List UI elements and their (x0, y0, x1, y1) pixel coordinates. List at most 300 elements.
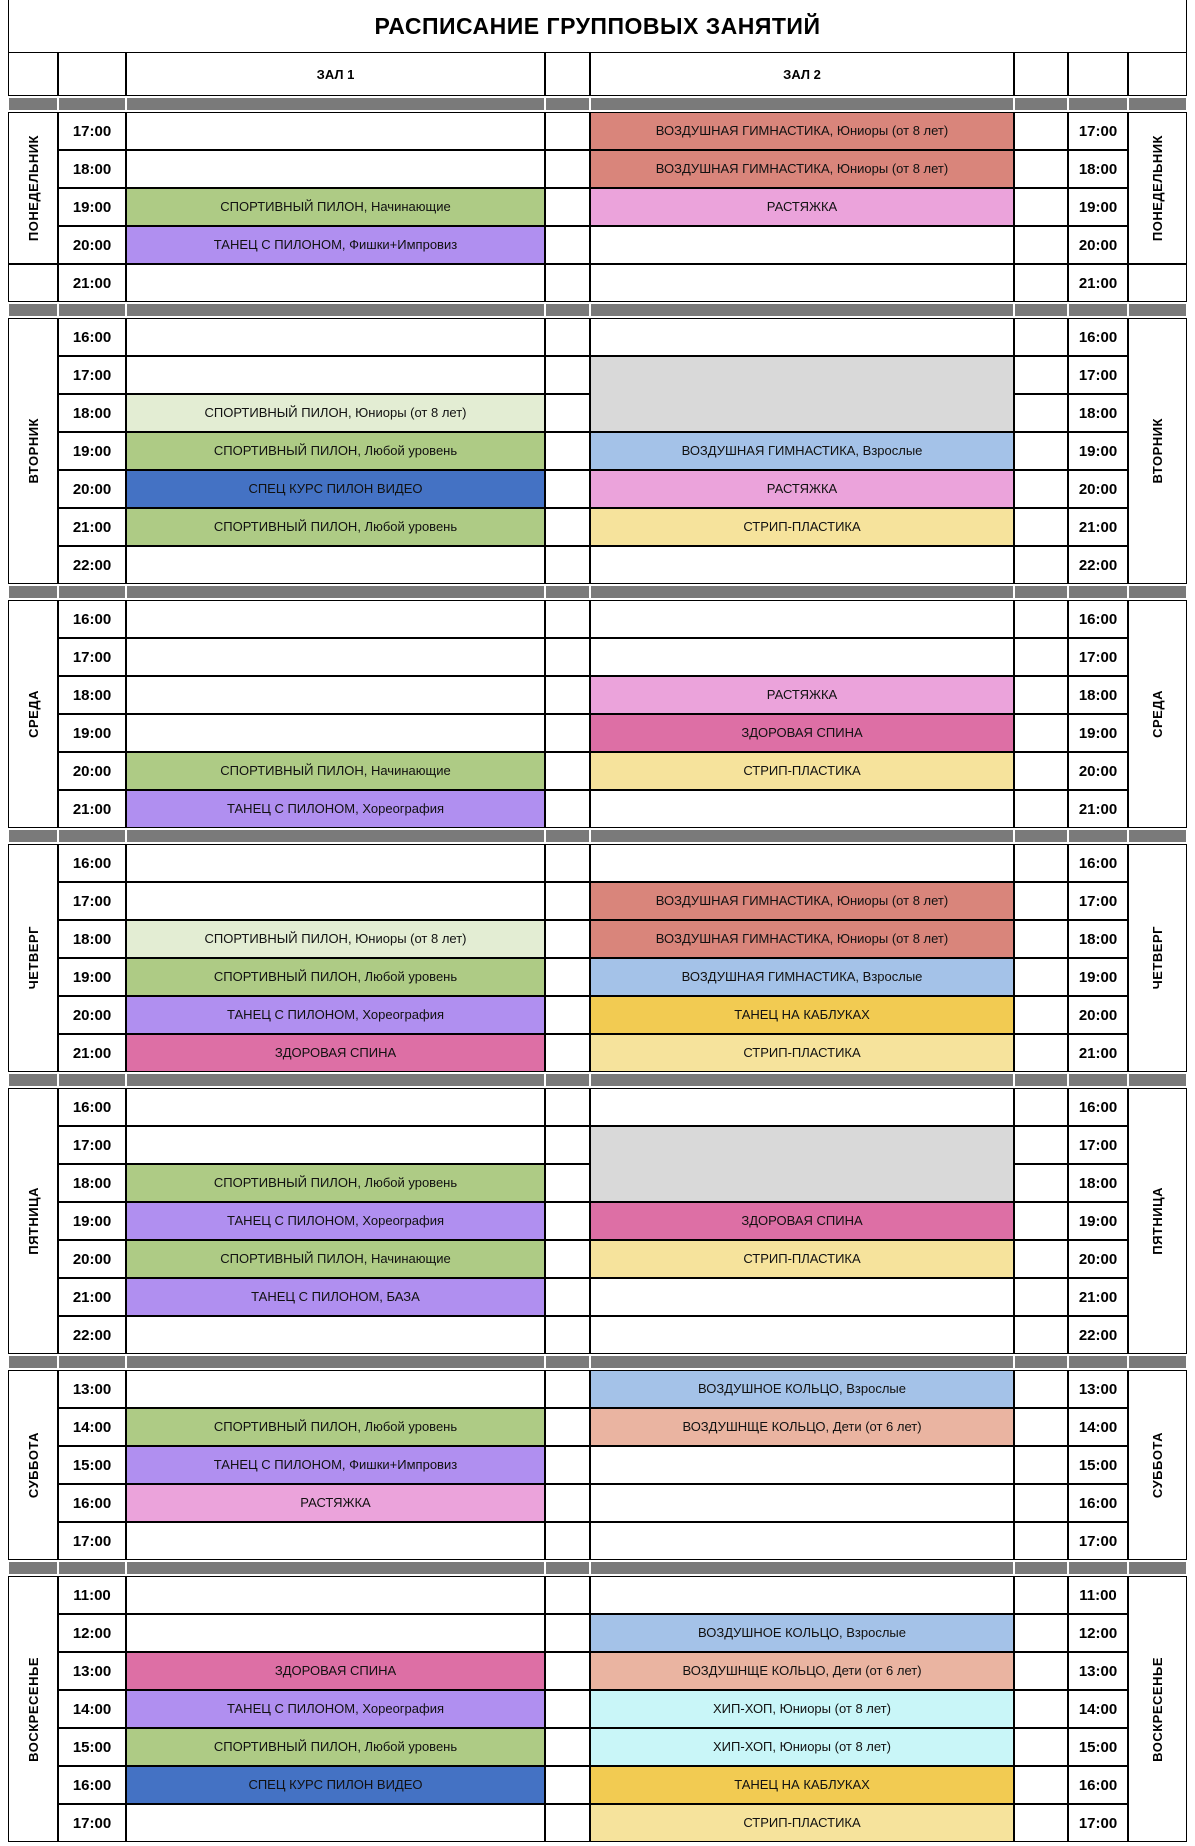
hall1-class-cell: ЗДОРОВАЯ СПИНА (126, 1652, 545, 1690)
header-time-right-cell (1068, 52, 1128, 96)
day-label-text: СРЕДА (1150, 690, 1165, 738)
hall2-class-cell: ВОЗДУШНАЯ ГИМНАСТИКА, Юниоры (от 8 лет) (590, 920, 1014, 958)
time-cell-left: 17:00 (58, 112, 126, 150)
hall2-class-cell: ЗДОРОВАЯ СПИНА (590, 1202, 1014, 1240)
time-cell-right: 16:00 (1068, 1088, 1128, 1126)
time-cell-left: 16:00 (58, 844, 126, 882)
section-divider-cell (126, 1072, 545, 1088)
gap-cell (545, 1202, 590, 1240)
hall2-class-cell: ВОЗДУШНОЕ КОЛЬЦО, Взрослые (590, 1614, 1014, 1652)
day-label (1128, 844, 1187, 1072)
section-divider-cell (545, 1072, 590, 1088)
hall1-class-cell: ТАНЕЦ С ПИЛОНОМ, Хореография (126, 1690, 545, 1728)
section-divider-cell (8, 1072, 58, 1088)
section-divider-cell (1014, 96, 1068, 112)
gap-cell (545, 1316, 590, 1354)
hall1-empty-cell (126, 150, 545, 188)
day-label-text: ПОНЕДЕЛЬНИК (25, 134, 41, 242)
gap-cell (545, 882, 590, 920)
hall2-class-cell: ТАНЕЦ НА КАБЛУКАХ (590, 1766, 1014, 1804)
time-cell-right: 16:00 (1068, 1484, 1128, 1522)
gap-cell (545, 1766, 590, 1804)
time-cell-left: 21:00 (58, 1278, 126, 1316)
hall2-empty-cell (590, 600, 1014, 638)
gap-cell (1014, 150, 1068, 188)
day-label (1128, 600, 1187, 828)
gap-cell (1014, 1652, 1068, 1690)
gap-cell (545, 1088, 590, 1126)
time-cell-left: 18:00 (58, 150, 126, 188)
hall1-class-cell: СПОРТИВНЫЙ ПИЛОН, Любой уровень (126, 432, 545, 470)
gap-cell (1014, 264, 1068, 302)
time-cell-right: 21:00 (1068, 1034, 1128, 1072)
section-divider-cell (8, 1354, 58, 1370)
gap-cell (1014, 790, 1068, 828)
day-label (1128, 1576, 1187, 1842)
section-divider-cell (1128, 96, 1187, 112)
section-divider-cell (58, 1560, 126, 1576)
hall2-empty-cell (590, 1088, 1014, 1126)
hall1-empty-cell (126, 714, 545, 752)
day-label-text: ВОСКРЕСЕНЬЕ (25, 1656, 41, 1762)
hall1-class-cell: ЗДОРОВАЯ СПИНА (126, 1034, 545, 1072)
gap-cell (545, 920, 590, 958)
gap-cell (1014, 1728, 1068, 1766)
gap-cell (1014, 546, 1068, 584)
hall1-class-cell: СПОРТИВНЫЙ ПИЛОН, Юниоры (от 8 лет) (126, 394, 545, 432)
time-cell-left: 15:00 (58, 1446, 126, 1484)
gap-cell (1014, 226, 1068, 264)
gap-cell (545, 150, 590, 188)
time-cell-right: 18:00 (1068, 1164, 1128, 1202)
hall2-class-cell: РАСТЯЖКА (590, 188, 1014, 226)
hall1-empty-cell (126, 844, 545, 882)
day-label-text: ВТОРНИК (25, 418, 41, 484)
day-label-text: СУББОТА (25, 1431, 41, 1499)
time-cell-right: 17:00 (1068, 356, 1128, 394)
time-cell-left: 20:00 (58, 470, 126, 508)
section-divider-cell (1014, 1072, 1068, 1088)
header-day-left-cell (8, 52, 58, 96)
section-divider-cell (545, 1560, 590, 1576)
section-divider-cell (590, 1560, 1014, 1576)
day-label-text: ПЯТНИЦА (25, 1187, 41, 1255)
hall2-class-cell: ВОЗДУШНАЯ ГИМНАСТИКА, Юниоры (от 8 лет) (590, 882, 1014, 920)
gap-cell (545, 264, 590, 302)
hall1-empty-cell (126, 1576, 545, 1614)
time-cell-right: 19:00 (1068, 958, 1128, 996)
gap-cell (1014, 112, 1068, 150)
time-cell-left: 11:00 (58, 1576, 126, 1614)
hall2-blocked-cell (590, 1126, 1014, 1202)
time-cell-left: 15:00 (58, 1728, 126, 1766)
hall1-class-cell: СПЕЦ КУРС ПИЛОН ВИДЕО (126, 470, 545, 508)
gap-cell (1014, 356, 1068, 394)
hall1-empty-cell (126, 112, 545, 150)
hall1-class-cell: СПОРТИВНЫЙ ПИЛОН, Любой уровень (126, 508, 545, 546)
hall2-class-cell: СТРИП-ПЛАСТИКА (590, 1034, 1014, 1072)
time-cell-right: 14:00 (1068, 1408, 1128, 1446)
hall1-class-cell: РАСТЯЖКА (126, 1484, 545, 1522)
day-label (8, 1370, 58, 1560)
hall1-empty-cell (126, 638, 545, 676)
hall1-empty-cell (126, 264, 545, 302)
gap-cell (1014, 1088, 1068, 1126)
section-divider-cell (1068, 1354, 1128, 1370)
section-divider-cell (126, 96, 545, 112)
gap-cell (1014, 1690, 1068, 1728)
gap-cell (545, 1804, 590, 1842)
day-empty-cell-right (1128, 264, 1187, 302)
time-cell-left: 17:00 (58, 1126, 126, 1164)
hall2-empty-cell (590, 1446, 1014, 1484)
day-label (1128, 112, 1187, 264)
day-label-text: СУББОТА (1150, 1431, 1165, 1499)
section-divider-cell (1068, 584, 1128, 600)
hall2-header: ЗАЛ 2 (590, 52, 1014, 96)
gap-cell (1014, 1484, 1068, 1522)
hall2-class-cell: ВОЗДУШНАЯ ГИМНАСТИКА, Взрослые (590, 432, 1014, 470)
time-cell-right: 13:00 (1068, 1652, 1128, 1690)
gap-cell (545, 188, 590, 226)
gap-cell (545, 1614, 590, 1652)
time-cell-left: 21:00 (58, 790, 126, 828)
time-cell-right: 15:00 (1068, 1446, 1128, 1484)
hall1-header: ЗАЛ 1 (126, 52, 545, 96)
gap-cell (545, 112, 590, 150)
section-divider-cell (8, 96, 58, 112)
time-cell-right: 21:00 (1068, 790, 1128, 828)
section-divider-cell (1014, 302, 1068, 318)
time-cell-left: 20:00 (58, 996, 126, 1034)
hall1-empty-cell (126, 1804, 545, 1842)
hall2-empty-cell (590, 318, 1014, 356)
time-cell-right: 20:00 (1068, 1240, 1128, 1278)
page-title: РАСПИСАНИЕ ГРУППОВЫХ ЗАНЯТИЙ (8, 0, 1187, 52)
gap-cell (545, 1652, 590, 1690)
hall1-class-cell: ТАНЕЦ С ПИЛОНОМ, Фишки+Импровиз (126, 1446, 545, 1484)
day-label (8, 112, 58, 264)
time-cell-right: 19:00 (1068, 714, 1128, 752)
gap-cell (545, 676, 590, 714)
section-divider-cell (1014, 1560, 1068, 1576)
time-cell-right: 18:00 (1068, 394, 1128, 432)
time-cell-right: 22:00 (1068, 1316, 1128, 1354)
time-cell-left: 19:00 (58, 432, 126, 470)
time-cell-left: 21:00 (58, 1034, 126, 1072)
day-label (8, 318, 58, 584)
hall2-empty-cell (590, 638, 1014, 676)
time-cell-right: 19:00 (1068, 432, 1128, 470)
hall2-class-cell: РАСТЯЖКА (590, 676, 1014, 714)
header-time-left-cell (58, 52, 126, 96)
time-cell-left: 18:00 (58, 920, 126, 958)
section-divider-cell (1128, 302, 1187, 318)
gap-cell (545, 432, 590, 470)
gap-cell (1014, 600, 1068, 638)
gap-cell (1014, 1202, 1068, 1240)
gap-cell (1014, 394, 1068, 432)
gap-cell (1014, 638, 1068, 676)
gap-cell (1014, 508, 1068, 546)
time-cell-left: 14:00 (58, 1408, 126, 1446)
gap-cell (545, 1126, 590, 1164)
section-divider-cell (590, 302, 1014, 318)
time-cell-left: 22:00 (58, 546, 126, 584)
gap-cell (1014, 920, 1068, 958)
day-label-text: ПОНЕДЕЛЬНИК (1150, 134, 1165, 242)
time-cell-left: 21:00 (58, 264, 126, 302)
time-cell-left: 22:00 (58, 1316, 126, 1354)
day-label (8, 600, 58, 828)
time-cell-left: 14:00 (58, 1690, 126, 1728)
hall2-class-cell: ВОЗДУШНОЕ КОЛЬЦО, Взрослые (590, 1370, 1014, 1408)
time-cell-right: 13:00 (1068, 1370, 1128, 1408)
gap-cell (1014, 470, 1068, 508)
time-cell-left: 18:00 (58, 394, 126, 432)
time-cell-left: 17:00 (58, 882, 126, 920)
time-cell-right: 16:00 (1068, 318, 1128, 356)
time-cell-right: 14:00 (1068, 1690, 1128, 1728)
section-divider-cell (126, 302, 545, 318)
hall2-empty-cell (590, 844, 1014, 882)
section-divider-cell (545, 828, 590, 844)
hall1-empty-cell (126, 546, 545, 584)
hall1-class-cell: СПОРТИВНЫЙ ПИЛОН, Начинающие (126, 1240, 545, 1278)
section-divider-cell (1068, 96, 1128, 112)
time-cell-right: 21:00 (1068, 264, 1128, 302)
time-cell-right: 22:00 (1068, 546, 1128, 584)
gap-cell (545, 1408, 590, 1446)
section-divider-cell (8, 584, 58, 600)
hall2-blocked-cell (590, 356, 1014, 432)
time-cell-right: 19:00 (1068, 188, 1128, 226)
hall2-class-cell: ВОЗДУШНАЯ ГИМНАСТИКА, Взрослые (590, 958, 1014, 996)
day-label-text: СРЕДА (25, 690, 41, 738)
gap-cell (1014, 1576, 1068, 1614)
hall2-empty-cell (590, 1522, 1014, 1560)
hall1-class-cell: СПОРТИВНЫЙ ПИЛОН, Любой уровень (126, 1164, 545, 1202)
hall2-empty-cell (590, 1576, 1014, 1614)
hall2-class-cell: ВОЗДУШНАЯ ГИМНАСТИКА, Юниоры (от 8 лет) (590, 112, 1014, 150)
gap-cell (545, 1278, 590, 1316)
section-divider-cell (1014, 584, 1068, 600)
header-gap-cell (545, 52, 590, 96)
hall2-empty-cell (590, 546, 1014, 584)
section-divider-cell (126, 828, 545, 844)
time-cell-left: 21:00 (58, 508, 126, 546)
hall2-empty-cell (590, 226, 1014, 264)
time-cell-right: 20:00 (1068, 470, 1128, 508)
gap-cell (545, 638, 590, 676)
gap-cell (545, 844, 590, 882)
gap-cell (1014, 188, 1068, 226)
time-cell-right: 17:00 (1068, 638, 1128, 676)
hall2-empty-cell (590, 264, 1014, 302)
hall2-class-cell: ВОЗДУШНЩЕ КОЛЬЦО, Дети (от 6 лет) (590, 1652, 1014, 1690)
hall1-empty-cell (126, 600, 545, 638)
time-cell-right: 16:00 (1068, 844, 1128, 882)
section-divider-cell (545, 302, 590, 318)
time-cell-left: 19:00 (58, 958, 126, 996)
gap-cell (545, 1164, 590, 1202)
gap-cell (1014, 752, 1068, 790)
section-divider-cell (1128, 1560, 1187, 1576)
time-cell-left: 16:00 (58, 600, 126, 638)
gap-cell (1014, 996, 1068, 1034)
day-label-text: ЧЕТВЕРГ (1150, 926, 1165, 990)
hall1-class-cell: ТАНЕЦ С ПИЛОНОМ, Хореография (126, 1202, 545, 1240)
section-divider-cell (1014, 828, 1068, 844)
day-label-text: ПЯТНИЦА (1150, 1187, 1165, 1255)
section-divider-cell (8, 302, 58, 318)
hall1-class-cell: ТАНЕЦ С ПИЛОНОМ, Хореография (126, 996, 545, 1034)
time-cell-left: 18:00 (58, 1164, 126, 1202)
section-divider-cell (126, 584, 545, 600)
gap-cell (545, 508, 590, 546)
day-label (8, 1088, 58, 1354)
gap-cell (545, 1728, 590, 1766)
section-divider-cell (545, 584, 590, 600)
time-cell-left: 17:00 (58, 356, 126, 394)
gap-cell (545, 546, 590, 584)
time-cell-right: 21:00 (1068, 1278, 1128, 1316)
hall1-class-cell: СПОРТИВНЫЙ ПИЛОН, Начинающие (126, 188, 545, 226)
gap-cell (1014, 844, 1068, 882)
time-cell-right: 17:00 (1068, 112, 1128, 150)
section-divider-cell (590, 1354, 1014, 1370)
time-cell-right: 18:00 (1068, 150, 1128, 188)
hall1-class-cell: СПОРТИВНЫЙ ПИЛОН, Начинающие (126, 752, 545, 790)
day-label (1128, 1370, 1187, 1560)
hall2-class-cell: ТАНЕЦ НА КАБЛУКАХ (590, 996, 1014, 1034)
time-cell-right: 11:00 (1068, 1576, 1128, 1614)
section-divider-cell (58, 828, 126, 844)
gap-cell (1014, 1164, 1068, 1202)
day-label (1128, 318, 1187, 584)
hall1-empty-cell (126, 882, 545, 920)
hall1-empty-cell (126, 356, 545, 394)
day-label-text: ЧЕТВЕРГ (25, 926, 41, 990)
hall1-empty-cell (126, 1522, 545, 1560)
section-divider-cell (58, 1072, 126, 1088)
hall2-class-cell: СТРИП-ПЛАСТИКА (590, 1240, 1014, 1278)
gap-cell (1014, 1316, 1068, 1354)
gap-cell (1014, 958, 1068, 996)
hall2-class-cell: СТРИП-ПЛАСТИКА (590, 508, 1014, 546)
section-divider-cell (590, 96, 1014, 112)
gap-cell (545, 394, 590, 432)
hall2-class-cell: ЗДОРОВАЯ СПИНА (590, 714, 1014, 752)
gap-cell (545, 1690, 590, 1728)
time-cell-left: 16:00 (58, 318, 126, 356)
time-cell-left: 16:00 (58, 1766, 126, 1804)
hall1-class-cell: ТАНЕЦ С ПИЛОНОМ, БАЗА (126, 1278, 545, 1316)
time-cell-right: 17:00 (1068, 1804, 1128, 1842)
time-cell-left: 19:00 (58, 714, 126, 752)
hall1-class-cell: ТАНЕЦ С ПИЛОНОМ, Фишки+Импровиз (126, 226, 545, 264)
section-divider-cell (58, 302, 126, 318)
day-label (1128, 1088, 1187, 1354)
section-divider-cell (1068, 828, 1128, 844)
gap-cell (1014, 1446, 1068, 1484)
section-divider-cell (545, 1354, 590, 1370)
hall2-class-cell: ХИП-ХОП, Юниоры (от 8 лет) (590, 1690, 1014, 1728)
section-divider-cell (126, 1354, 545, 1370)
section-divider-cell (1068, 1560, 1128, 1576)
time-cell-right: 21:00 (1068, 508, 1128, 546)
time-cell-right: 15:00 (1068, 1728, 1128, 1766)
hall2-class-cell: СТРИП-ПЛАСТИКА (590, 752, 1014, 790)
section-divider-cell (590, 828, 1014, 844)
gap-cell (545, 996, 590, 1034)
gap-cell (1014, 1370, 1068, 1408)
header-gap-cell (1014, 52, 1068, 96)
gap-cell (1014, 676, 1068, 714)
time-cell-left: 19:00 (58, 1202, 126, 1240)
time-cell-right: 20:00 (1068, 226, 1128, 264)
gap-cell (545, 1034, 590, 1072)
section-divider-cell (1128, 1072, 1187, 1088)
hall2-empty-cell (590, 790, 1014, 828)
section-divider-cell (1128, 1354, 1187, 1370)
hall2-class-cell: СТРИП-ПЛАСТИКА (590, 1804, 1014, 1842)
time-cell-left: 20:00 (58, 1240, 126, 1278)
gap-cell (1014, 1766, 1068, 1804)
hall1-empty-cell (126, 318, 545, 356)
hall2-class-cell: ВОЗДУШНЩЕ КОЛЬЦО, Дети (от 6 лет) (590, 1408, 1014, 1446)
time-cell-left: 20:00 (58, 226, 126, 264)
section-divider-cell (126, 1560, 545, 1576)
time-cell-left: 12:00 (58, 1614, 126, 1652)
hall2-class-cell: ВОЗДУШНАЯ ГИМНАСТИКА, Юниоры (от 8 лет) (590, 150, 1014, 188)
gap-cell (1014, 1614, 1068, 1652)
gap-cell (1014, 882, 1068, 920)
gap-cell (1014, 318, 1068, 356)
gap-cell (545, 226, 590, 264)
hall1-class-cell: СПОРТИВНЫЙ ПИЛОН, Любой уровень (126, 1728, 545, 1766)
day-empty-cell-left (8, 264, 58, 302)
hall1-empty-cell (126, 676, 545, 714)
day-label (8, 1576, 58, 1842)
time-cell-left: 16:00 (58, 1484, 126, 1522)
gap-cell (545, 470, 590, 508)
section-divider-cell (1128, 828, 1187, 844)
header-day-right-cell (1128, 52, 1187, 96)
time-cell-left: 20:00 (58, 752, 126, 790)
gap-cell (545, 1576, 590, 1614)
section-divider-cell (58, 1354, 126, 1370)
hall2-empty-cell (590, 1484, 1014, 1522)
hall2-empty-cell (590, 1316, 1014, 1354)
hall1-class-cell: СПОРТИВНЫЙ ПИЛОН, Любой уровень (126, 958, 545, 996)
gap-cell (545, 714, 590, 752)
gap-cell (545, 1240, 590, 1278)
day-label-text: ВТОРНИК (1150, 418, 1165, 484)
hall1-class-cell: СПЕЦ КУРС ПИЛОН ВИДЕО (126, 1766, 545, 1804)
time-cell-left: 17:00 (58, 638, 126, 676)
hall1-class-cell: СПОРТИВНЫЙ ПИЛОН, Любой уровень (126, 1408, 545, 1446)
gap-cell (545, 790, 590, 828)
time-cell-left: 13:00 (58, 1652, 126, 1690)
section-divider-cell (545, 96, 590, 112)
time-cell-right: 16:00 (1068, 1766, 1128, 1804)
day-label (8, 844, 58, 1072)
hall1-empty-cell (126, 1088, 545, 1126)
gap-cell (545, 600, 590, 638)
time-cell-right: 18:00 (1068, 920, 1128, 958)
hall2-empty-cell (590, 1278, 1014, 1316)
